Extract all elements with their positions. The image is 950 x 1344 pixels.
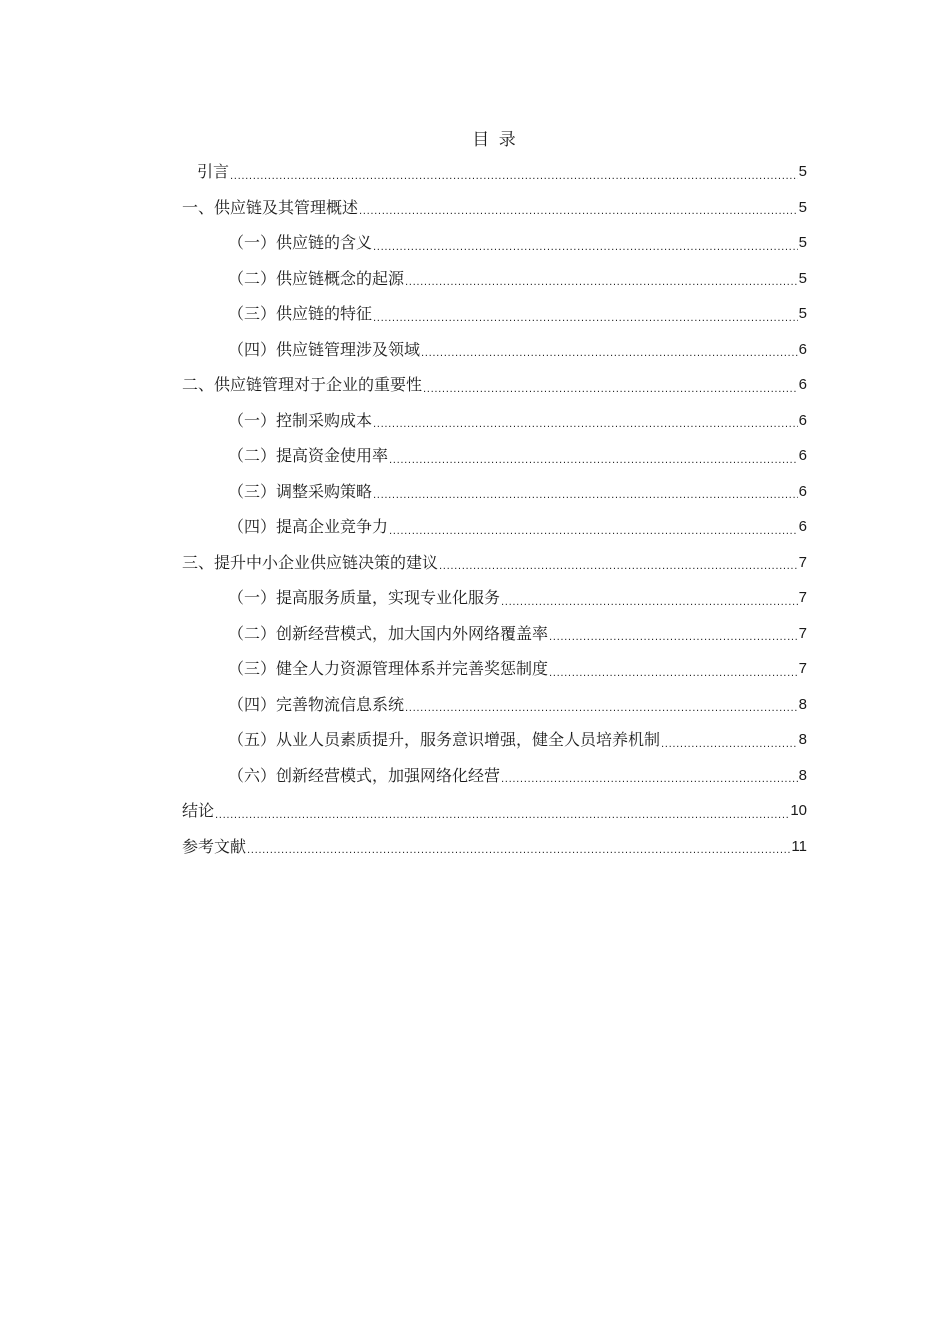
- toc-entry-page-number: 8: [798, 731, 807, 748]
- toc-entry[interactable]: [182, 403, 807, 439]
- toc-entry[interactable]: [182, 296, 807, 332]
- toc-entry-page-number: 5: [798, 305, 807, 322]
- toc-entry-page-number: 8: [798, 766, 807, 784]
- toc-entry-page-number: 5: [798, 163, 807, 180]
- toc-entry[interactable]: [182, 545, 807, 581]
- toc-entry[interactable]: [182, 332, 807, 368]
- table-of-contents: [182, 154, 807, 864]
- toc-entry-page-number: 6: [798, 411, 807, 429]
- toc-dot-leader: [373, 412, 798, 438]
- toc-entry-label: 参考文献: [182, 836, 247, 856]
- toc-title: 目 录: [472, 130, 518, 150]
- toc-entry-label: （二）创新经营模式，加大国内外网络覆盖率: [228, 623, 549, 643]
- toc-entry-label: （一）控制采购成本: [228, 410, 373, 430]
- toc-dot-leader: [405, 696, 798, 722]
- toc-dot-leader: [549, 625, 798, 651]
- toc-dot-leader: [501, 590, 798, 616]
- toc-entry[interactable]: [182, 722, 807, 758]
- toc-entry[interactable]: [182, 829, 807, 865]
- toc-entry-label: 结论: [182, 801, 215, 820]
- toc-dot-leader: [549, 661, 798, 687]
- toc-dot-leader: [215, 803, 789, 829]
- toc-entry[interactable]: [182, 509, 807, 545]
- toc-dot-leader: [501, 767, 798, 793]
- toc-entry[interactable]: [182, 580, 807, 616]
- toc-entry[interactable]: [182, 225, 807, 261]
- toc-dot-leader: [373, 306, 798, 332]
- toc-entry-label: （一）提高服务质量，实现专业化服务: [228, 588, 501, 607]
- toc-entry-label: 三、提升中小企业供应链决策的建议: [182, 552, 439, 572]
- toc-entry-label: （三）调整采购策略: [228, 481, 373, 501]
- toc-entry-label: （三）健全人力资源管理体系并完善奖惩制度: [228, 659, 549, 678]
- toc-entry[interactable]: [182, 438, 807, 474]
- toc-dot-leader: [373, 235, 798, 261]
- toc-dot-leader: [359, 199, 798, 225]
- toc-entry-label: （四）完善物流信息系统: [228, 694, 405, 714]
- toc-entry-label: （一）供应链的含义: [228, 233, 373, 252]
- toc-dot-leader: [389, 519, 798, 545]
- toc-entry-page-number: 5: [798, 198, 807, 216]
- toc-entry[interactable]: [182, 793, 807, 829]
- toc-entry-label: （四）供应链管理涉及领域: [228, 339, 421, 359]
- toc-entry-page-number: 5: [798, 269, 807, 287]
- toc-dot-leader: [661, 732, 798, 758]
- toc-dot-leader: [405, 270, 798, 296]
- toc-entry[interactable]: [182, 190, 807, 226]
- toc-entry-page-number: 6: [798, 482, 807, 500]
- toc-entry[interactable]: [182, 367, 807, 403]
- toc-entry-label: （五）从业人员素质提升，服务意识增强，健全人员培养机制: [228, 730, 661, 749]
- toc-entry-label: 一、供应链及其管理概述: [182, 197, 359, 217]
- toc-entry-page-number: 6: [798, 340, 807, 358]
- toc-entry-label: 引言: [197, 162, 230, 181]
- toc-entry-page-number: 6: [798, 376, 807, 393]
- toc-entry-label: （四）提高企业竞争力: [228, 517, 389, 536]
- toc-entry-page-number: 7: [798, 589, 807, 606]
- toc-dot-leader: [423, 377, 798, 403]
- toc-dot-leader: [439, 554, 798, 580]
- toc-dot-leader: [389, 448, 798, 474]
- toc-entry-label: （三）供应链的特征: [228, 304, 373, 323]
- toc-entry-label: （二）提高资金使用率: [228, 446, 389, 465]
- toc-entry[interactable]: [182, 616, 807, 652]
- toc-entry-page-number: 7: [798, 553, 807, 571]
- toc-entry-page-number: 7: [798, 660, 807, 677]
- toc-entry-page-number: 6: [798, 518, 807, 535]
- toc-dot-leader: [230, 164, 798, 190]
- toc-entry-label: （二）供应链概念的起源: [228, 268, 405, 288]
- toc-dot-leader: [373, 483, 798, 509]
- toc-entry-page-number: 11: [791, 837, 807, 855]
- toc-entry-label: 二、供应链管理对于企业的重要性: [182, 375, 423, 394]
- toc-entry-page-number: 5: [798, 234, 807, 251]
- toc-dot-leader: [421, 341, 798, 367]
- toc-entry[interactable]: [182, 474, 807, 510]
- toc-entry[interactable]: [182, 154, 807, 190]
- toc-entry[interactable]: [182, 261, 807, 297]
- toc-entry[interactable]: [182, 758, 807, 794]
- toc-entry-page-number: 6: [798, 447, 807, 464]
- toc-entry-page-number: 10: [790, 802, 807, 819]
- toc-entry[interactable]: [182, 687, 807, 723]
- toc-entry-page-number: 7: [798, 624, 807, 642]
- toc-entry-label: （六）创新经营模式，加强网络化经营: [228, 765, 501, 785]
- toc-entry[interactable]: [182, 651, 807, 687]
- toc-dot-leader: [247, 838, 790, 864]
- toc-entry-page-number: 8: [798, 695, 807, 713]
